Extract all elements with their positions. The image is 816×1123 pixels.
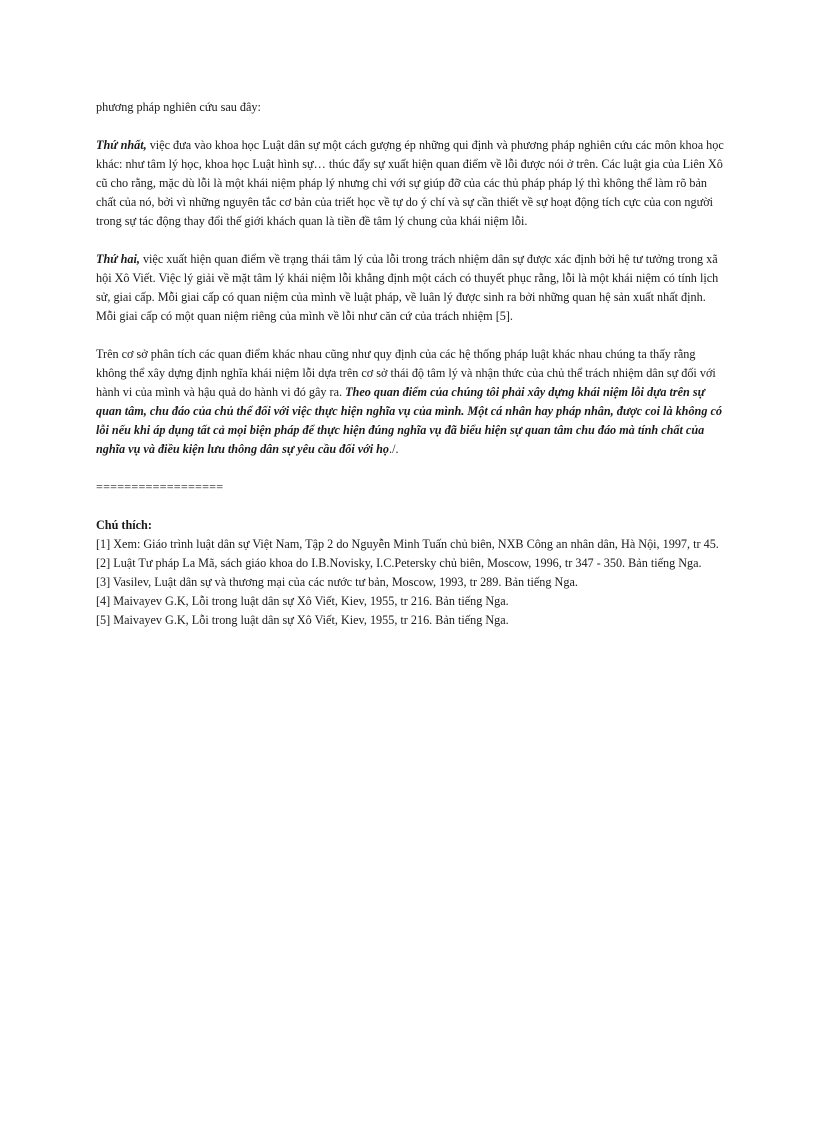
footnotes-title: Chú thích:	[96, 518, 152, 532]
intro-line: phương pháp nghiên cứu sau đây:	[96, 100, 261, 114]
paragraph-third-tail: ./.	[389, 442, 399, 456]
footnote-item: [2] Luật Tư pháp La Mã, sách giáo khoa do I.B.Novisky, I.C.Petersky chủ biên, Moscow, 1996, tr 347 - 350. Bản tiếng Nga.	[96, 556, 702, 570]
paragraph-second-lead: Thứ hai,	[96, 252, 140, 266]
paragraph-first-text: việc đưa vào khoa học Luật dân sự một cách gượng ép những qui định và phương pháp nghiên cứu các môn khoa học khác: như tâm lý học, khoa học Luật hình sự… thúc đẩy sự xuất hiện quan điểm về lỗi được nói ở trên. Các luật gia của Liên Xô cũ cho rằng, mặc dù lỗi là một khái niệm pháp lý nhưng chỉ với sự giúp đỡ của các thủ pháp pháp lý thì không thể làm rõ bản chất của nó, bởi vì những nguyên tắc cơ bản của triết học về tự do ý chí và sự cần thiết về sự hoạt động tích cực của con người trong sự tác động thay đổi thế giới khách quan là tiền đề tâm lý chung của khái niệm lỗi.	[96, 138, 724, 228]
footnote-item: [4] Maivayev G.K, Lỗi trong luật dân sự Xô Viết, Kiev, 1955, tr 216. Bản tiếng Nga.	[96, 594, 509, 608]
footnote-item: [1] Xem: Giáo trình luật dân sự Việt Nam, Tập 2 do Nguyễn Minh Tuấn chủ biên, NXB Công an nhân dân, Hà Nội, 1997, tr 45.	[96, 537, 719, 551]
paragraph-first-lead: Thứ nhất,	[96, 138, 147, 152]
document-page	[96, 98, 728, 630]
paragraph-third-text: Trên cơ sở phân tích các quan điểm khác nhau cũng như quy định của các hệ thống pháp luật khác nhau chúng ta thấy rằng không thể xây dựng định nghĩa khái niệm lỗi dựa trên cơ sở thái độ tâm lý và nhận thức của chủ thể trách nhiệm dân sự đối với hành vi của mình và hậu quả do hành vi đó gây ra.	[96, 347, 716, 399]
paragraph-first	[96, 136, 728, 231]
paragraph-third	[96, 345, 728, 459]
paragraph-third-emphasis: Theo quan điểm của chúng tôi phải xây dựng khái niệm lỗi dựa trên sự quan tâm, chu đáo của chủ thể đối với việc thực hiện nghĩa vụ của mình. Một cá nhân hay pháp nhân, được coi là không có lỗi nếu khi áp dụng tất cả mọi biện pháp để thực hiện đúng nghĩa vụ đã biểu hiện sự quan tâm chu đáo mà tính chất của nghĩa vụ và điều kiện lưu thông dân sự yêu cầu đối với họ	[96, 385, 722, 456]
footnotes	[96, 516, 728, 630]
footnote-item: [3] Vasilev, Luật dân sự và thương mại của các nước tư bản, Moscow, 1993, tr 289. Bản tiếng Nga.	[96, 575, 578, 589]
paragraph-second	[96, 250, 728, 326]
paragraph-second-text: việc xuất hiện quan điểm về trạng thái tâm lý của lỗi trong trách nhiệm dân sự được xác định bởi hệ tư tưởng trong xã hội Xô Viết. Việc lý giải về mặt tâm lý khái niệm lỗi khẳng định một cách có thuyết phục rằng, lỗi là một khái niệm có tính lịch sử, giai cấp. Mỗi giai cấp có quan niệm của mình về luật pháp, về luân lý được sinh ra bởi những quan hệ sản xuất nhất định. Mỗi giai cấp có một quan niệm riêng của mình về lỗi như căn cứ của trách nhiệm [5].	[96, 252, 719, 323]
footnote-item: [5] Maivayev G.K, Lỗi trong luật dân sự Xô Viết, Kiev, 1955, tr 216. Bản tiếng Nga.	[96, 613, 509, 627]
section-separator: ==================	[96, 480, 224, 494]
